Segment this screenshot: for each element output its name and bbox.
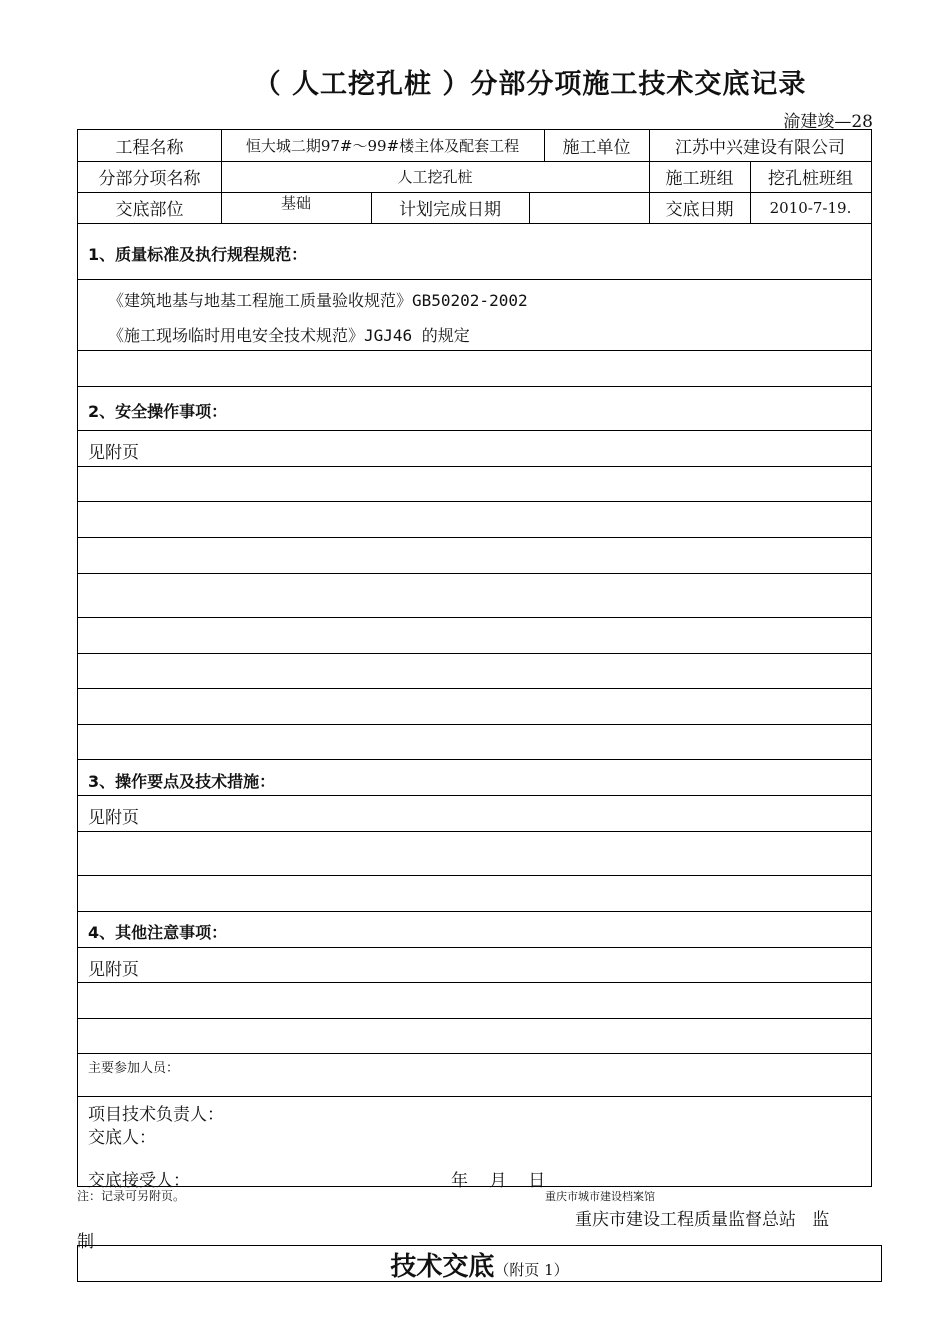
standard-line-2: 《施工现场临时用电安全技术规范》JGJ46 的规定: [108, 326, 470, 345]
plan-date-label: 计划完成日期: [399, 200, 501, 220]
subitem-value: 人工挖孔桩: [397, 168, 473, 186]
section-other-heading: 4、其他注意事项：: [88, 923, 228, 942]
form-table: [77, 129, 872, 1191]
supervisor-line-2: 制: [77, 1232, 94, 1252]
contractor-label: 施工单位: [562, 138, 631, 158]
date-value: 2010-7-19.: [769, 198, 852, 217]
page-title: （ 人工挖孔桩 ）分部分项施工技术交底记录: [253, 69, 807, 100]
participants-label: 主要参加人员：: [88, 1061, 180, 1076]
safety-text: 见附页: [88, 443, 139, 463]
project-name-label: 工程名称: [115, 138, 184, 158]
project-name-value: 恒大城二期97#～99#楼主体及配套工程: [245, 137, 520, 155]
footer-note: 注：记录可另附页。: [77, 1189, 186, 1203]
tech-lead-label: 项目技术负责人：: [88, 1105, 224, 1125]
location-label: 交底部位: [115, 200, 184, 220]
operation-text: 见附页: [88, 808, 139, 828]
presenter-label: 交底人：: [88, 1128, 156, 1148]
archive-name: 重庆市城市建设档案馆: [545, 1190, 655, 1203]
section-safety-heading: 2、安全操作事项：: [88, 402, 228, 421]
receiver-label: 交底接受人：: [88, 1171, 190, 1191]
standard-line-1: 《建筑地基与地基工程施工质量验收规范》GB50202-2002: [108, 291, 528, 310]
date-label: 交底日期: [665, 200, 734, 220]
subitem-label: 分部分项名称: [98, 169, 201, 189]
sign-date-fields: 年 月 日: [451, 1171, 546, 1191]
team-value: 挖孔桩班组: [768, 169, 853, 189]
supervisor-line-1: 重庆市建设工程质量监督总站 监: [575, 1210, 830, 1230]
attachment-subtitle: （附页 1）: [494, 1261, 569, 1279]
form-code: 渝建竣—28: [783, 112, 873, 132]
other-text: 见附页: [88, 960, 139, 980]
section-quality-heading: 1、质量标准及执行规程规范：: [88, 245, 308, 264]
plan-date-value: [529, 192, 649, 223]
team-label: 施工班组: [665, 169, 734, 189]
attachment-title: 技术交底: [390, 1252, 495, 1282]
section-operation-heading: 3、操作要点及技术措施：: [88, 772, 276, 791]
location-value: 基础: [280, 194, 311, 212]
attachment-header: [77, 1245, 882, 1282]
contractor-value: 江苏中兴建设有限公司: [675, 138, 845, 158]
